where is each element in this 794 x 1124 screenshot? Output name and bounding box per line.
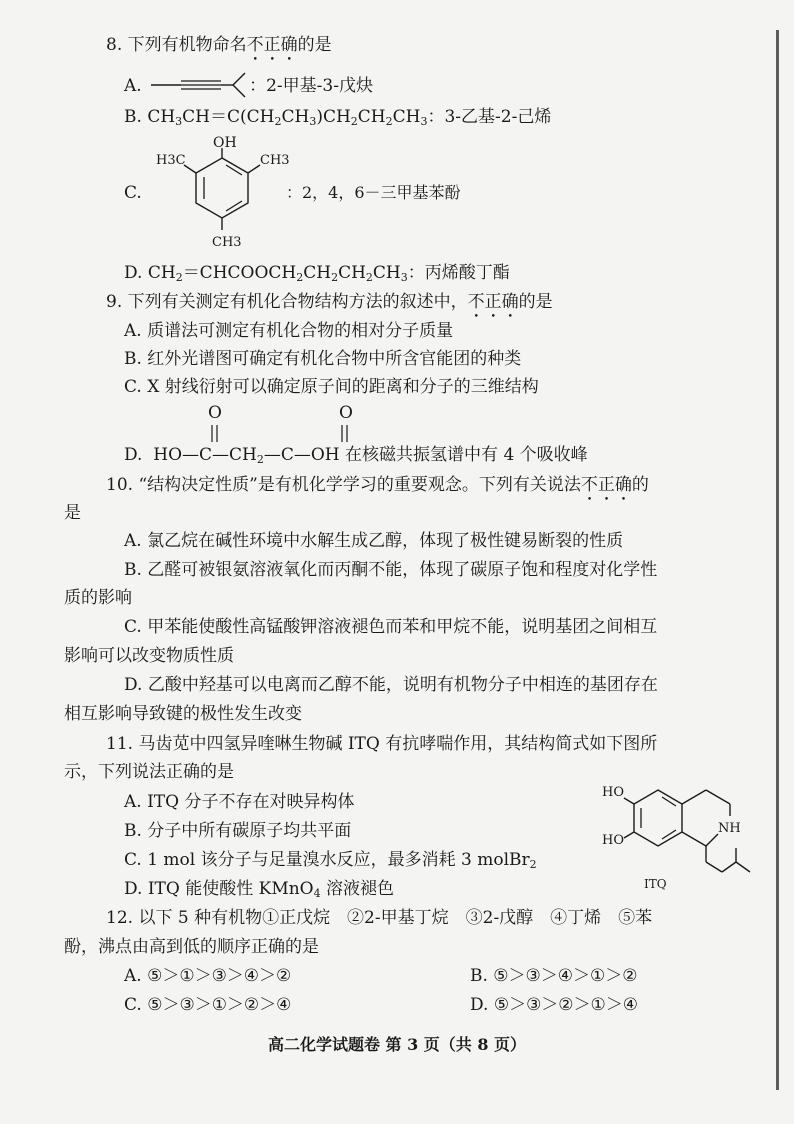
itq-nh-label: NH [718,821,741,836]
q12-option-b: B. ⑤＞③＞④＞①＞② [470,966,638,986]
trimethylphenol-structure [152,134,292,254]
q11-option-a: A. ITQ 分子不存在对映异构体 [124,792,355,812]
q9-stem: 9. 下列有关测定有机化合物结构方法的叙述中，不正确的是 [106,292,553,312]
itq-ho-top: HO [602,785,624,800]
q10-stem: 10. “结构决定性质”是有机化学学习的重要观念。下列有关说法不正确的 [106,475,649,495]
q10-option-d-line2: 相互影响导致键的极性发生改变 [64,704,302,724]
q12-option-d: D. ⑤＞③＞②＞①＞④ [470,995,639,1015]
q9-option-d: D. $HO—C—CH_2—C—OH$ 在核磁共振氢谱中有 4 个吸收峰 [124,445,588,466]
q9-d-carbonyl-o-right: O [339,403,353,423]
q8-option-c-label: C. [124,183,142,203]
page-edge-line [776,30,779,1090]
q9-option-c: C. X 射线衍射可以确定原子间的距离和分子的三维结构 [124,377,539,397]
q8-option-d: D. $CH_2=CHCOOCH_2CH_2CH_2CH_3$：丙烯酸丁酯 [124,263,510,284]
page-footer: 高二化学试题卷 第 3 页（共 8 页） [267,1035,527,1054]
q8-option-b: B. $CH_3CH=C(CH_2CH_3)CH_2CH_2CH_3$：3-乙基-2-己烯 [124,107,552,128]
oh-label: OH [213,135,237,151]
q12-option-a: A. ⑤＞①＞③＞④＞② [124,966,292,986]
q9-option-b: B. 红外光谱图可确定有机化合物中所含官能团的种类 [124,349,522,369]
itq-caption: ITQ [644,877,667,891]
q12-option-c: C. ⑤＞③＞①＞②＞④ [124,995,292,1015]
alkyne-skeletal-structure [147,70,249,100]
itq-ho-bottom: HO [602,833,624,848]
q12-stem-line1: 12. 以下 5 种有机物①正戊烷 ②2-甲基丁烷 ③2-戊醇 ④丁烯 ⑤苯 [106,908,653,928]
q10-option-c-line2: 影响可以改变物质性质 [64,646,234,666]
q10-option-b-line1: B. 乙醛可被银氨溶液氧化而丙酮不能，体现了碳原子饱和程度对化学性 [124,560,658,580]
q8-option-c-name: ：2，4，6－三甲基苯酚 [286,183,461,202]
q8-stem: 8. 下列有机物命名不正确的是 [106,35,332,55]
carbonyl-double-bonds [200,424,360,446]
q10-option-d-line1: D. 乙酸中羟基可以电离而乙醇不能，说明有机物分子中相连的基团存在 [124,675,658,695]
q12-stem-line2: 酚，沸点由高到低的顺序正确的是 [64,937,319,957]
itq-structure [598,772,768,896]
q11-option-c: C. 1 mol 该分子与足量溴水反应，最多消耗 3 molBr$_2$ [124,850,537,871]
ch3-left-label: H3C [156,153,186,168]
q11-stem-line2: 示，下列说法正确的是 [64,762,234,782]
q10-option-a: A. 氯乙烷在碱性环境中水解生成乙醇，体现了极性键易断裂的性质 [124,531,624,551]
q10-option-b-line2: 质的影响 [64,588,132,608]
q11-option-d: D. ITQ 能使酸性 KMnO$_4$ 溶液褪色 [124,879,395,900]
q11-option-b: B. 分子中所有碳原子均共平面 [124,821,352,841]
q9-d-carbonyl-o-left: O [208,403,222,423]
q11-stem-line1: 11. 马齿苋中四氢异喹啉生物碱 ITQ 有抗哮喘作用，其结构简式如下图所 [106,734,658,754]
q8-option-a: A. ：2-甲基-3-戊炔 [124,70,373,100]
ch3-right-label: CH3 [260,153,290,168]
q10-stem-line2: 是 [64,503,81,523]
q9-option-a: A. 质谱法可测定有机化合物的相对分子质量 [124,321,454,341]
ch3-bottom-label: CH3 [212,235,242,250]
q10-option-c-line1: C. 甲苯能使酸性高锰酸钾溶液褪色而苯和甲烷不能，说明基团之间相互 [124,617,658,637]
